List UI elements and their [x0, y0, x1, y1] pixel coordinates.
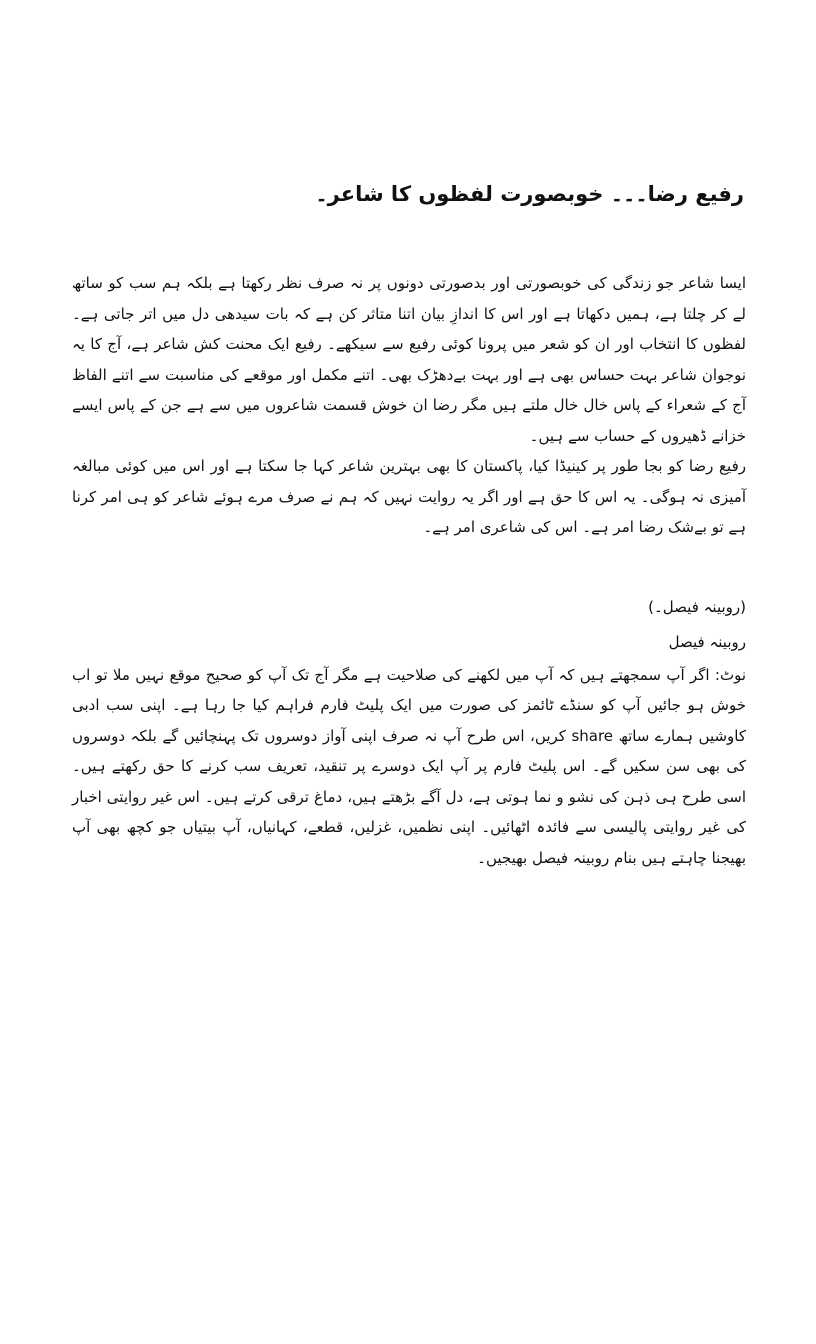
author-signature-parenthetical: (روبینہ فیصل۔): [648, 597, 746, 616]
article-title: رفیع رضا۔۔۔ خوبصورت لفظوں کا شاعر۔: [315, 182, 744, 206]
article-body: [72, 268, 746, 873]
editor-note: نوٹ: اگر آپ سمجھتے ہیں کہ آپ میں لکھنے کی صلاحیت ہے مگر آج تک آپ کو صحیح موقع نہیں ملا تو اب خوش ہو جائیں آپ کو سنڈے ٹائمز کی صورت میں ایک پلیٹ فارم فراہم کیا جا رہا ہے۔ اپنی سب ادبی کاوشیں ہمارے ساتھ share کریں، اس طرح آپ نہ صرف اپنی آواز دوسروں تک پہنچائیں گے بلکہ دوسروں کی بھی سن سکیں گے۔ اس پلیٹ فارم پر آپ ایک دوسرے پر تنقید، تعریف سب کرنے کا حق رکھتے ہیں۔ اسی طرح ہی ذہن کی نشو و نما ہوتی ہے، دل آگے بڑھتے ہیں، دماغ ترقی کرتے ہیں۔ اس غیر روایتی اخبار کی غیر روایتی پالیسی سے فائدہ اٹھائیں۔ اپنی نظمیں، غزلیں، قطعے، کہانیاں، آپ بیتیاں جو کچھ بھی آپ بھیجنا چاہتے ہیں بنام روبینہ فیصل بھیجیں۔: [72, 665, 746, 867]
section-spacer: [72, 543, 746, 590]
author-signature: روبینہ فیصل: [668, 632, 746, 651]
paragraph-intro: ایسا شاعر جو زندگی کی خوبصورتی اور بدصورتی دونوں پر نہ صرف نظر رکھتا ہے بلکہ ہم سب کو ساتھ لے کر چلتا ہے، ہمیں دکھاتا ہے اور اس کا اندازِ بیان اتنا متاثر کن ہے کہ بات سیدھی دل میں اتر جاتی ہے۔ لفظوں کا انتخاب اور ان کو شعر میں پرونا کوئی رفیع سے سیکھے۔ رفیع ایک محنت کش شاعر ہے، آج کا یہ نوجوان شاعر بہت حساس بھی ہے اور بہت بےدھڑک بھی۔ اتنے مکمل اور موقعے کی مناسبت سے اتنے الفاظ آج کے شعراء کے پاس خال خال ملتے ہیں مگر رضا ان خوش قسمت شاعروں میں سے ہے جن کے پاس ایسے خزانے ڈھیروں کے حساب سے ہیں۔: [72, 274, 746, 445]
paragraph-praise: رفیع رضا کو بجا طور پر کینیڈا کیا، پاکستان کا بھی بہترین شاعر کہا جا سکتا ہے اور اس میں کوئی مبالغہ آمیزی نہ ہوگی۔ یہ اس کا حق ہے اور اگر یہ روایت نہیں کہ ہم نے صرف مرے ہوئے شاعر کو ہی امر کرنا ہے تو بےشک رضا امر ہے۔ اس کی شاعری امر ہے۔: [72, 457, 746, 536]
